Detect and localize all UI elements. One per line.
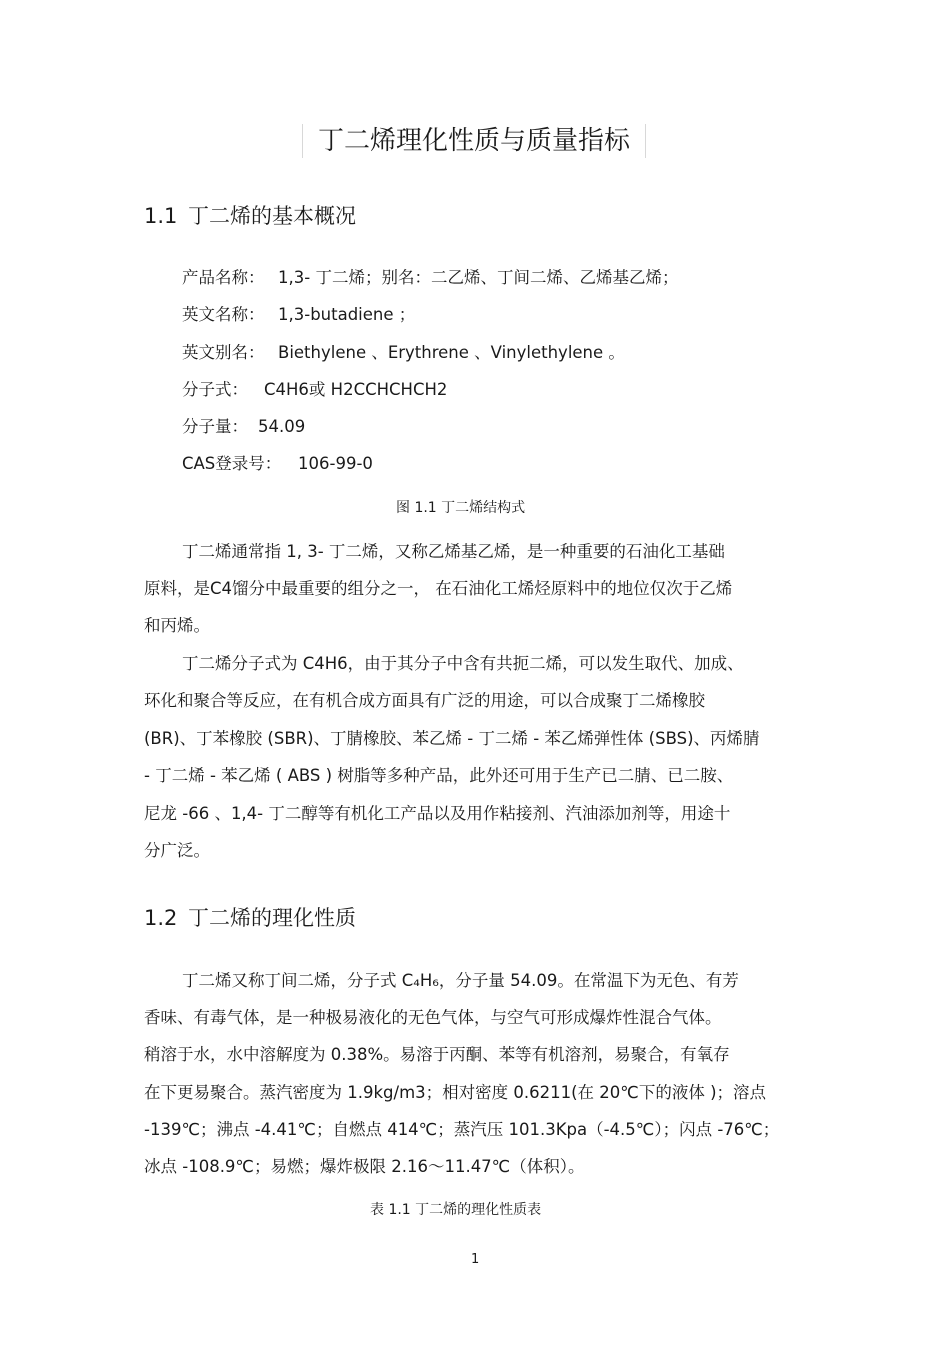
paragraph-line: 丁二烯又称丁间二烯，分子式 C₄H₆，分子量 54.09。在常温下为无色、有芳 bbox=[182, 971, 739, 990]
section-number: 1.1 bbox=[144, 204, 178, 228]
info-label: 分子式： bbox=[182, 380, 248, 399]
info-label: 分子量： bbox=[182, 417, 248, 436]
paragraph-line: - 丁二烯 - 苯乙烯 ( ABS ) 树脂等多种产品，此外还可用于生产已二腈、已二胺、 bbox=[144, 766, 734, 785]
info-label: 英文别名： bbox=[182, 343, 265, 362]
paragraph-line: 环化和聚合等反应，在有机合成方面具有广泛的用途，可以合成聚丁二烯橡胶 bbox=[144, 691, 705, 710]
info-value: C4H6或 H2CCHCHCH2 bbox=[264, 380, 448, 399]
paragraph-line: 分广泛。 bbox=[144, 841, 210, 860]
page-title: 丁二烯理化性质与质量指标 bbox=[302, 124, 646, 158]
paragraph-line: 在下更易聚合。蒸汽密度为 1.9kg/m3；相对密度 0.6211(在 20℃下的液体 )；溶点 bbox=[144, 1083, 767, 1102]
paragraph-line: 尼龙 -66 、1,4- 丁二醇等有机化工产品以及用作粘接剂、汽油添加剂等，用途十 bbox=[144, 804, 731, 823]
paragraph-line: 香味、有毒气体，是一种极易液化的无色气体，与空气可形成爆炸性混合气体。 bbox=[144, 1008, 722, 1027]
section-title: 丁二烯的理化性质 bbox=[188, 906, 356, 930]
page-number: 1 bbox=[471, 1252, 480, 1267]
info-row-english-name bbox=[182, 303, 415, 327]
section-number: 1.2 bbox=[144, 906, 178, 930]
paragraph-line: (BR)、丁苯橡胶 (SBR)、丁腈橡胶、苯乙烯 - 丁二烯 - 苯乙烯弹性体 (SBS)、丙烯腈 bbox=[144, 729, 760, 748]
paragraph-line: -139℃；沸点 -4.41℃；自燃点 414℃；蒸汽压 101.3Kpa（-4.5℃）；闪点 -76℃； bbox=[144, 1120, 780, 1139]
info-row-english-alias bbox=[182, 341, 625, 365]
section-title: 丁二烯的基本概况 bbox=[188, 204, 356, 228]
paragraph-line: 原料，是C4馏分中最重要的组分之一， 在石油化工烯烃原料中的地位仅次于乙烯 bbox=[144, 579, 733, 598]
paragraph-line: 稍溶于水，水中溶解度为 0.38%。易溶于丙酮、苯等有机溶剂，易聚合，有氧存 bbox=[144, 1045, 730, 1064]
info-value: 106-99-0 bbox=[298, 454, 373, 473]
info-row-formula bbox=[182, 378, 447, 402]
info-value: Biethylene 、Erythrene 、Vinylethylene 。 bbox=[278, 343, 625, 362]
info-row-molecular-weight bbox=[182, 415, 305, 439]
section-1-1-heading bbox=[144, 201, 356, 231]
info-row-product-name bbox=[182, 266, 678, 290]
table-caption: 表 1.1 丁二烯的理化性质表 bbox=[370, 1202, 542, 1218]
section-1-2-heading bbox=[144, 903, 356, 933]
paragraph-line: 和丙烯。 bbox=[144, 616, 210, 635]
paragraph-line: 丁二烯分子式为 C4H6，由于其分子中含有共扼二烯，可以发生取代、加成、 bbox=[182, 654, 744, 673]
info-value: 1,3-butadiene ； bbox=[278, 305, 416, 324]
info-value: 1,3- 丁二烯；别名：二乙烯、丁间二烯、乙烯基乙烯； bbox=[278, 268, 679, 287]
figure-caption: 图 1.1 丁二烯结构式 bbox=[396, 500, 526, 516]
paragraph-line: 丁二烯通常指 1, 3- 丁二烯，又称乙烯基乙烯，是一种重要的石油化工基础 bbox=[182, 542, 725, 561]
info-label: CAS登录号： bbox=[182, 454, 282, 473]
paragraph-line: 冰点 -108.9℃；易燃；爆炸极限 2.16～11.47℃（体积）。 bbox=[144, 1157, 585, 1176]
info-label: 英文名称： bbox=[182, 305, 265, 324]
info-row-cas bbox=[182, 452, 373, 476]
info-value: 54.09 bbox=[258, 417, 306, 436]
info-label: 产品名称： bbox=[182, 268, 265, 287]
